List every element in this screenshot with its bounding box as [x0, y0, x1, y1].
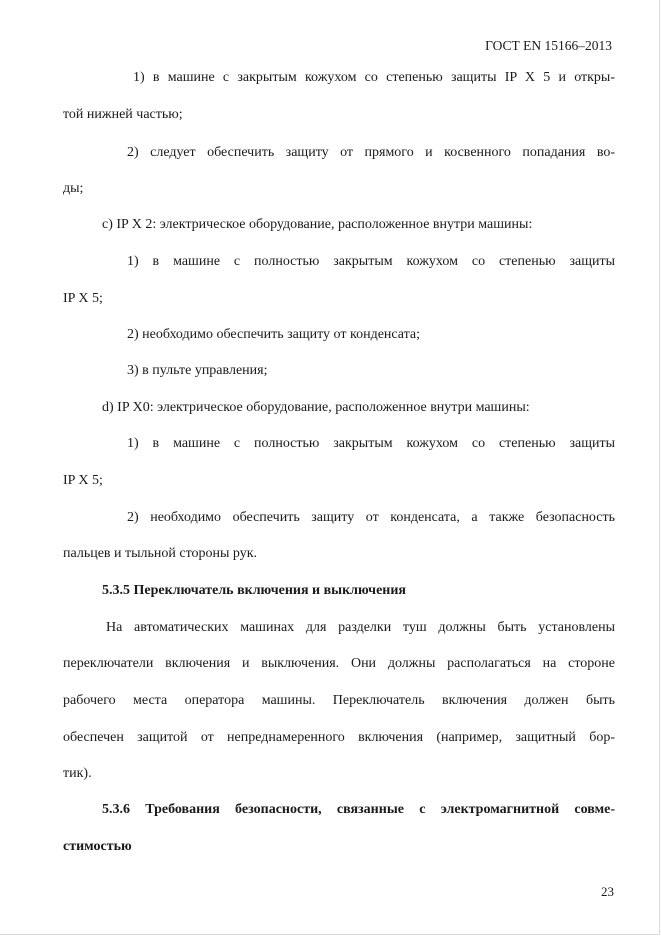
section-heading: 5.3.6 Требования безопасности, связанные с электромагнитной совме- [102, 802, 615, 817]
text-line: рабочего места оператора машины. Переключатель включения должен быть [63, 693, 615, 708]
page-number: 23 [601, 884, 614, 899]
text-line: c) IP X 2: электрическое оборудование, расположенное внутри машины: [102, 217, 533, 232]
text-line: 1) в машине с полностью закрытым кожухом со степенью защиты [127, 254, 615, 269]
standard-header: ГОСТ EN 15166–2013 [485, 38, 612, 53]
text-line: d) IP X0: электрическое оборудование, расположенное внутри машины: [102, 400, 530, 415]
text-line: обеспечен защитой от непреднамеренного включения (например, защитный бор- [63, 730, 615, 745]
text-line: 3) в пульте управления; [127, 363, 268, 378]
text-line: переключатели включения и выключения. Они должны располагаться на стороне [63, 656, 615, 671]
text-line: 2) необходимо обеспечить защиту от конденсата; [127, 327, 421, 342]
text-line: IP X 5; [63, 291, 103, 306]
text-line: ды; [63, 181, 84, 196]
text-line: IP X 5; [63, 473, 103, 488]
text-line: 1) в машине с закрытым кожухом со степенью защиты IP X 5 и откры- [133, 70, 615, 85]
text-line: тик). [63, 766, 92, 781]
section-heading-continuation: стимостью [63, 839, 132, 854]
text-line: 2) следует обеспечить защиту от прямого и косвенного попадания во- [127, 145, 615, 160]
text-line: 2) необходимо обеспечить защиту от конденсата, а также безопасность [127, 510, 615, 525]
text-line: пальцев и тыльной стороны рук. [63, 546, 258, 561]
text-line: той нижней частью; [63, 107, 183, 122]
section-heading: 5.3.5 Переключатель включения и выключения [102, 583, 406, 598]
text-line: 1) в машине с полностью закрытым кожухом со степенью защиты [127, 436, 615, 451]
text-line: На автоматических машинах для разделки туш должны быть установлены [106, 620, 615, 635]
